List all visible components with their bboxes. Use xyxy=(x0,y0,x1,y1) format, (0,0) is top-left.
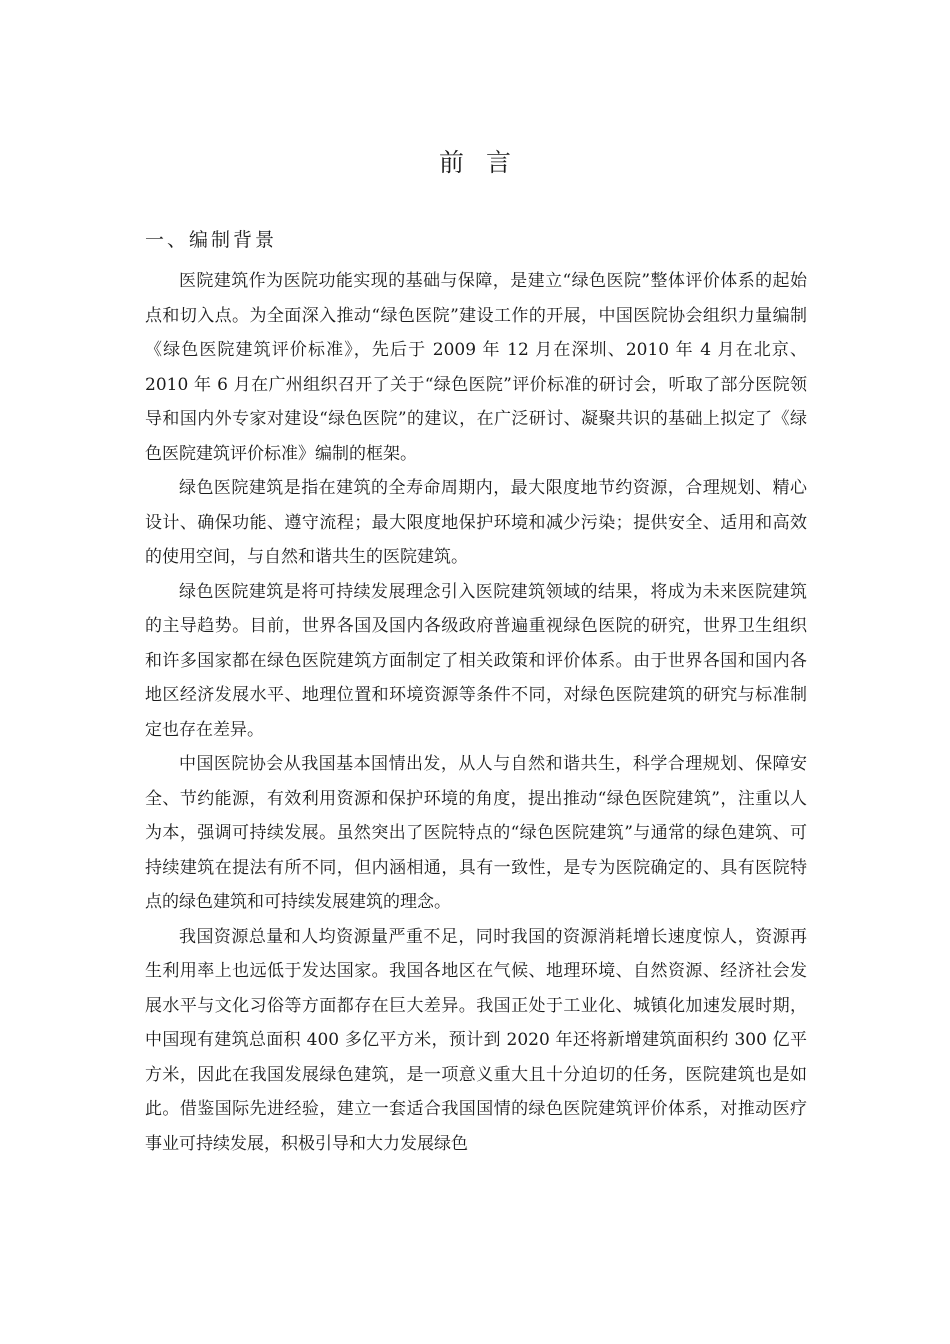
section-heading: 一、编制背景 xyxy=(145,229,278,251)
paragraph: 医院建筑作为医院功能实现的基础与保障，是建立“绿色医院”整体评价体系的起始点和切入点。为全面深入推动“绿色医院”建设工作的开展，中国医院协会组织力量编制《绿色医院建筑评价标准》，先后于 2009 年 12 月在深圳、2010 年 4 月在北京、2010 年 6 月在广州组织召开了关于“绿色医院”评价标准的研讨会，听取了部分医院领导和国内外专家对建设“绿色医院”的建议，在广泛研讨、凝聚共识的基础上拟定了《绿色医院建筑评价标准》编制的框架。 xyxy=(145,271,807,464)
body-text xyxy=(145,264,807,1161)
paragraph: 绿色医院建筑是将可持续发展理念引入医院建筑领域的结果，将成为未来医院建筑的主导趋势。目前，世界各国及国内各级政府普遍重视绿色医院的研究，世界卫生组织和许多国家都在绿色医院建筑方面制定了相关政策和评价体系。由于世界各国和国内各地区经济发展水平、地理位置和环境资源等条件不同，对绿色医院建筑的研究与标准制定也存在差异。 xyxy=(145,581,807,740)
paragraph: 中国医院协会从我国基本国情出发，从人与自然和谐共生，科学合理规划、保障安全、节约能源，有效利用资源和保护环境的角度，提出推动“绿色医院建筑”，注重以人为本，强调可持续发展。虽然突出了医院特点的“绿色医院建筑”与通常的绿色建筑、可持续建筑在提法有所不同，但内涵相通，具有一致性，是专为医院确定的、具有医院特点的绿色建筑和可持续发展建筑的理念。 xyxy=(145,754,807,912)
paragraph: 我国资源总量和人均资源量严重不足，同时我国的资源消耗增长速度惊人，资源再生利用率上也远低于发达国家。我国各地区在气候、地理环境、自然资源、经济社会发展水平与文化习俗等方面都存在巨大差异。我国正处于工业化、城镇化加速发展时期，中国现有建筑总面积 400 多亿平方米，预计到 2020 年还将新增建筑面积约 300 亿平方米，因此在我国发展绿色建筑，是一项意义重大且十分迫切的任务，医院建筑也是如此。借鉴国际先进经验，建立一套适合我国国情的绿色医院建筑评价体系，对推动医疗事业可持续发展，积极引导和大力发展绿色 xyxy=(145,926,807,1154)
paragraph: 绿色医院建筑是指在建筑的全寿命周期内，最大限度地节约资源，合理规划、精心设计、确保功能、遵守流程；最大限度地保护环境和减少污染；提供安全、适用和高效的使用空间，与自然和谐共生的医院建筑。 xyxy=(145,478,807,567)
page-title: 前言 xyxy=(438,148,533,177)
